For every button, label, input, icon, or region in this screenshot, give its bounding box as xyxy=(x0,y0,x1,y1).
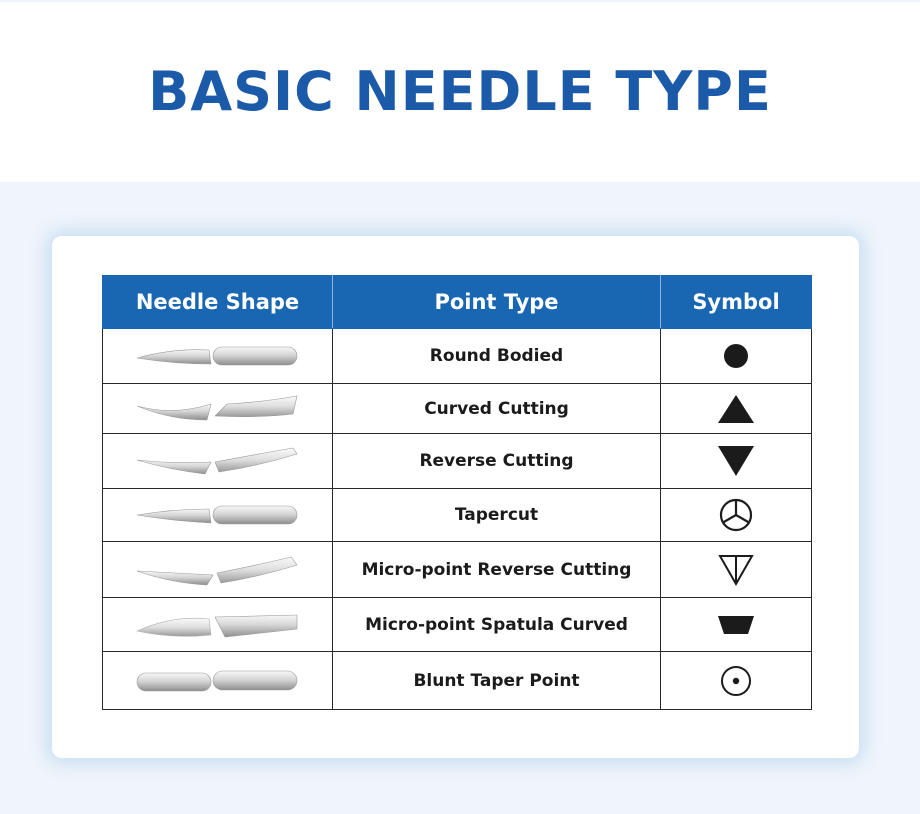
table-header-row xyxy=(103,276,812,329)
needle-shape-cell xyxy=(103,598,333,652)
header-needle-shape: Needle Shape xyxy=(103,276,333,329)
header-point-type: Point Type xyxy=(333,276,661,329)
needle-shape-cell xyxy=(103,652,333,710)
filled-triangle-up-icon xyxy=(716,393,756,425)
symbol-cell xyxy=(661,434,812,489)
circle-tri-spoke-icon xyxy=(718,497,754,533)
point-type-cell: Tapercut xyxy=(333,489,661,542)
point-type-cell: Blunt Taper Point xyxy=(333,652,661,710)
point-type-cell: Micro-point Reverse Cutting xyxy=(333,542,661,598)
symbol-cell xyxy=(661,329,812,384)
point-type-cell: Micro-point Spatula Curved xyxy=(333,598,661,652)
needle-shape-cell xyxy=(103,489,333,542)
round-bodied-needle-icon xyxy=(133,342,303,370)
page-title: BASIC NEEDLE TYPE xyxy=(148,60,772,123)
needle-shape-cell xyxy=(103,434,333,489)
reverse-cutting-needle-icon xyxy=(133,444,303,478)
symbol-cell xyxy=(661,598,812,652)
filled-trapezoid-icon xyxy=(716,614,756,636)
micro-point-reverse-cutting-needle-icon xyxy=(133,553,303,587)
symbol-cell xyxy=(661,489,812,542)
point-type-cell: Reverse Cutting xyxy=(333,434,661,489)
blunt-taper-point-needle-icon xyxy=(133,667,303,695)
point-type-cell: Curved Cutting xyxy=(333,384,661,434)
table-row xyxy=(103,329,812,384)
symbol-cell xyxy=(661,384,812,434)
needle-shape-cell xyxy=(103,329,333,384)
needle-shape-cell xyxy=(103,384,333,434)
tapercut-needle-icon xyxy=(133,501,303,529)
filled-circle-icon xyxy=(721,341,751,371)
table-row xyxy=(103,384,812,434)
curved-cutting-needle-icon xyxy=(133,394,303,424)
circle-dot-icon xyxy=(719,664,753,698)
table-row xyxy=(103,652,812,710)
filled-triangle-down-icon xyxy=(716,444,756,478)
table-row xyxy=(103,598,812,652)
table-row xyxy=(103,489,812,542)
needle-shape-cell xyxy=(103,542,333,598)
triangle-down-line-icon xyxy=(717,553,755,587)
symbol-cell xyxy=(661,542,812,598)
table-row xyxy=(103,542,812,598)
micro-point-spatula-curved-needle-icon xyxy=(133,609,303,641)
point-type-cell: Round Bodied xyxy=(333,329,661,384)
header-area xyxy=(0,0,920,182)
table-row xyxy=(103,434,812,489)
header-symbol: Symbol xyxy=(661,276,812,329)
needle-type-table xyxy=(102,275,812,710)
symbol-cell xyxy=(661,652,812,710)
